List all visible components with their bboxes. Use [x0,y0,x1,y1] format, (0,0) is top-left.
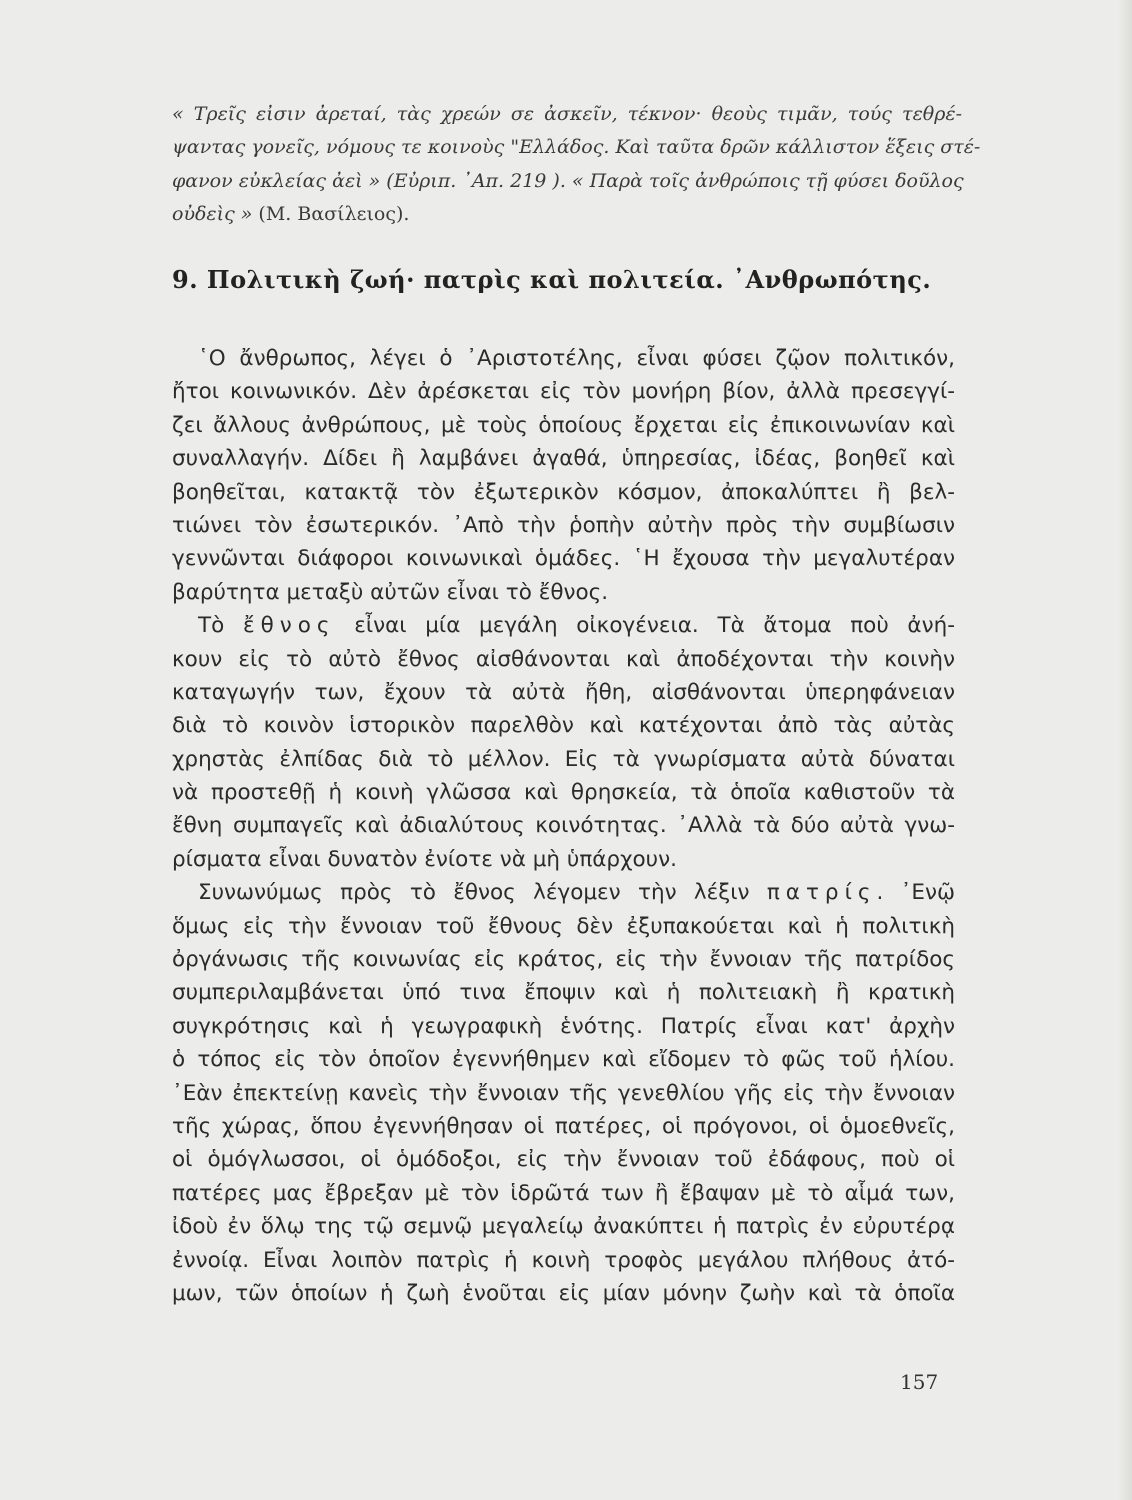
paragraph-line: κουν εἰς τὸ αὐτὸ ἔθνος αἰσθάνονται καὶ ἀποδέχονται τὴν κοινὴν [172,646,955,672]
p2-start: Τὸ [198,613,243,639]
paragraph-line: βαρύτητα μεταξὺ αὐτῶν εἶναι τὸ ἔθνος. [172,579,609,605]
quote-line: φανον εὐκλείας ἀεὶ » (Εὐριπ. ᾿Απ. 219 ). « Παρὰ τοῖς ἀνθρώποις τῇ φύσει δοῦλος [172,169,964,192]
p3-rest: . ᾿Ενῷ [876,880,955,906]
paragraph-line: συγκρότησις καὶ ἡ γεωγραφικὴ ἑνότης. Πατρίς εἶναι κατ' ἀρχὴν [172,1013,955,1039]
paragraph-line: νὰ προστεθῇ ἡ κοινὴ γλῶσσα καὶ θρησκεία, τὰ ὁποῖα καθιστοῦν τὰ [172,780,955,806]
paragraph-line: τῆς χώρας, ὅπου ἐγεννήθησαν οἱ πατέρες, οἱ πρόγονοι, οἱ ὁμοεθνεῖς, [172,1113,955,1139]
paragraph-line: καταγωγήν των, ἔχουν τὰ αὐτὰ ἤθη, αἰσθάνονται ὑπερηφάνειαν [172,679,955,705]
paragraph-line: ὅμως εἰς τὴν ἔννοιαν τοῦ ἔθνους δὲν ἐξυπακούεται καὶ ἡ πολιτικὴ [172,913,955,939]
body-text [172,342,955,1310]
emphasized-word-patris: πατρίς [766,880,877,906]
paragraph-line: χρηστὰς ἐλπίδας διὰ τὸ μέλλον. Εἰς τὰ γνωρίσματα αὐτὰ δύναται [172,746,955,772]
paragraph-line: ἐννοίᾳ. Εἶναι λοιπὸν πατρὶς ἡ κοινὴ τροφὸς μεγάλου πλήθους ἀτό- [172,1247,955,1273]
quote-line: « Τρεῖς εἰσιν ἀρεταί, τὰς χρεών σε ἀσκεῖν, τέκνον· θεοὺς τιμᾶν, τούς τεθρέ- [172,103,962,125]
paragraph-line: διὰ τὸ κοινὸν ἱστορικὸν παρελθὸν καὶ κατέχονται ἀπὸ τὰς αὐτὰς [172,713,955,739]
p2-rest: εἶναι μία μεγάλη οἰκογένεια. Τὰ ἄτομα ποὺ ἀνή- [335,613,955,639]
paragraph-line: ἤτοι κοινωνικόν. Δὲν ἀρέσκεται εἰς τὸν μονήρη βίον, ἀλλὰ πρεσεγγί- [172,379,955,405]
paragraph-line: συμπεριλαμβάνεται ὑπό τινα ἔποψιν καὶ ἡ πολιτειακὴ ἢ κρατικὴ [172,980,955,1006]
page-edge-shadow [1118,0,1132,1500]
paragraph-line: μων, τῶν ὁποίων ἡ ζωὴ ἑνοῦται εἰς μίαν μόνην ζωὴν καὶ τὰ ὁποῖα [172,1280,955,1306]
section-heading: 9. Πολιτικὴ ζωή· πατρὶς καὶ πολιτεία. ᾿Ανθρωπότης. [172,265,932,294]
quote-line [172,200,962,233]
paragraph-line: ὁ τόπος εἰς τὸν ὁποῖον ἐγεννήθημεν καὶ εἴδομεν τὸ φῶς τοῦ ἡλίου. [172,1047,955,1073]
paragraph-line: ᾿Εὰν ἐπεκτείνῃ κανεὶς τὴν ἔννοιαν τῆς γενεθλίου γῆς εἰς τὴν ἔννοιαν [172,1080,955,1106]
paragraph-line: συναλλαγήν. Δίδει ἢ λαμβάνει ἀγαθά, ὑπηρεσίας, ἰδέας, βοηθεῖ καὶ [172,446,955,472]
p3-start: Συνωνύμως πρὸς τὸ ἔθνος λέγομεν τὴν λέξιν [198,880,767,906]
paragraph-line: οἱ ὁμόγλωσσοι, οἱ ὁμόδοξοι, εἰς τὴν ἔννοιαν τοῦ ἐδάφους, ποὺ οἱ [172,1147,955,1173]
quote-attribution: (Μ. Βασίλειος). [252,203,410,226]
paragraph-line: ρίσματα εἶναι δυνατὸν ἐνίοτε νὰ μὴ ὑπάρχουν. [172,846,677,872]
paragraph-line: τιώνει τὸν ἐσωτερικόν. ᾿Απὸ τὴν ῥοπὴν αὐτὴν πρὸς τὴν συμβίωσιν [172,512,955,538]
paragraph-line [172,609,955,642]
paragraph-line: ῾Ο ἄνθρωπος, λέγει ὁ ᾿Αριστοτέλης, εἶναι φύσει ζῷον πολιτικόν, [198,346,955,371]
paragraph-line: ἰδοὺ ἐν ὅλῳ της τῷ σεμνῷ μεγαλείῳ ἀνακύπτει ἡ πατρὶς ἐν εὐρυτέρᾳ [172,1214,955,1240]
paragraph-line: γεννῶνται διάφοροι κοινωνικαὶ ὁμάδες. ῾Η ἔχουσα τὴν μεγαλυτέραν [172,546,955,572]
epigraph-quote [172,100,981,234]
quote-closing-italic: οὐδεὶς » [172,203,253,226]
paragraph-line: πατέρες μας ἔβρεξαν μὲ τὸν ἱδρῶτά των ἢ ἔβαψαν μὲ τὸ αἷμά των, [172,1180,955,1206]
paragraph-line [172,876,955,909]
paragraph-line: ἔθνη συμπαγεῖς καὶ ἀδιαλύτους κοινότητας. ᾿Αλλὰ τὰ δύο αὐτὰ γνω- [172,813,955,839]
paragraph-line: βοηθεῖται, κατακτᾷ τὸν ἐξωτερικὸν κόσμον, ἀποκαλύπτει ἢ βελ- [172,479,955,505]
paragraph-line: ζει ἄλλους ἀνθρώπους, μὲ τοὺς ὁποίους ἔρχεται εἰς ἐπικοινωνίαν καὶ [172,412,955,438]
emphasized-word-ethnos: ἔθνος [242,613,336,639]
quote-line: ψαντας γονεῖς, νόμους τε κοινοὺς "Ελλάδος. Καὶ ταῦτα δρῶν κάλλιστον ἕξεις στέ- [172,136,981,159]
paragraph-line: ὀργάνωσις τῆς κοινωνίας εἰς κράτος, εἰς τὴν ἔννοιαν τῆς πατρίδος [172,947,955,973]
page-number: 157 [900,1370,939,1394]
